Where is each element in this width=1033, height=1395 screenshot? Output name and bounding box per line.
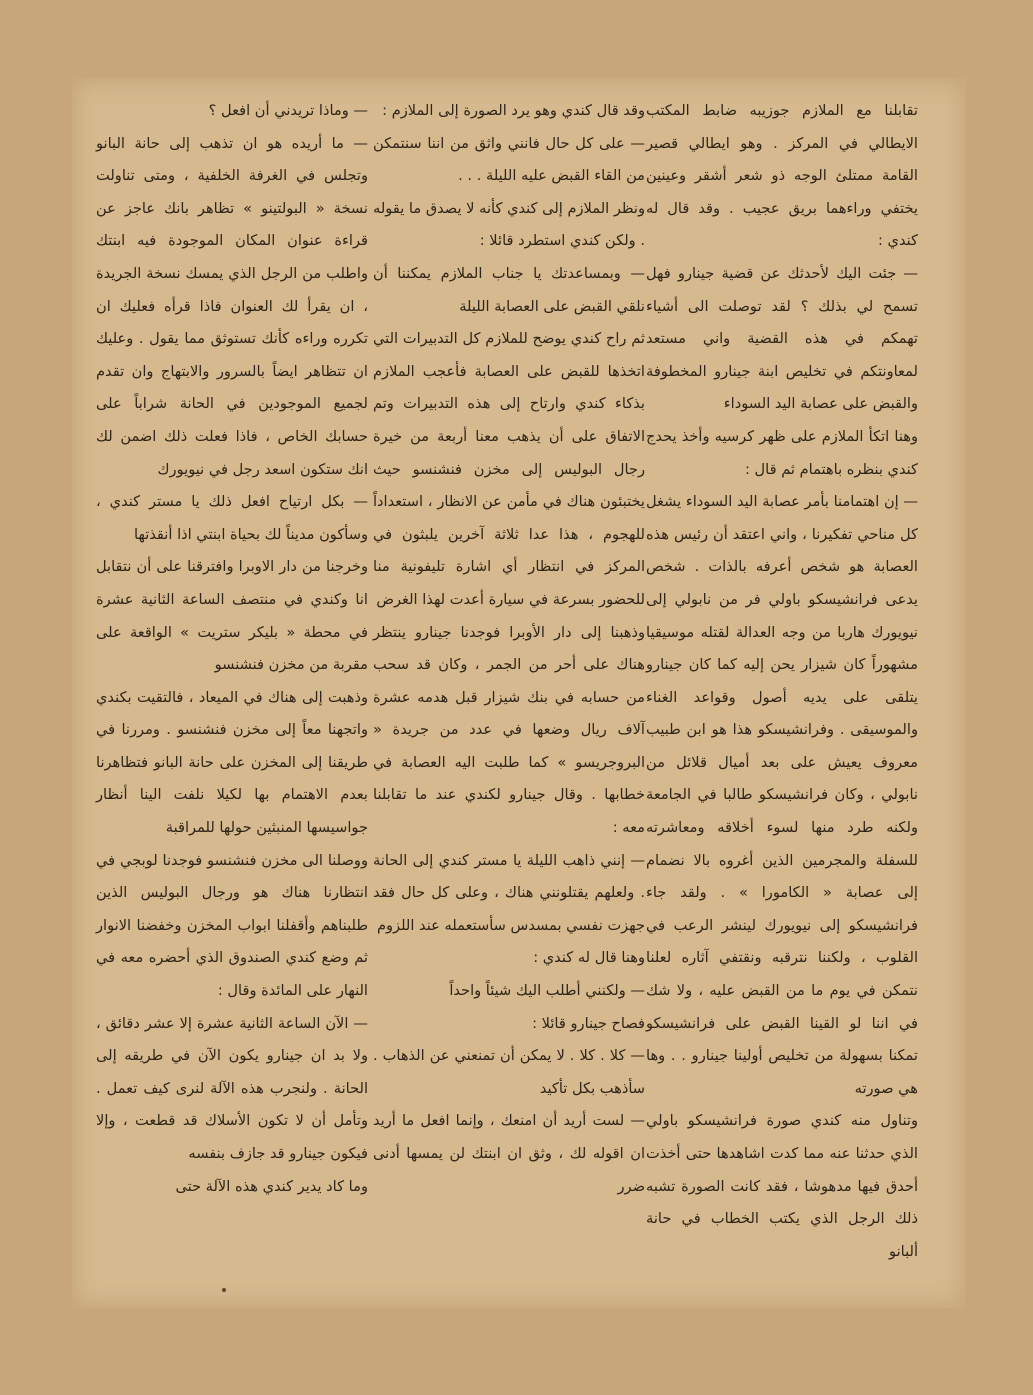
paragraph: وهنا اتكأ الملازم على ظهر كرسيه وأخذ يحدج كندي بنظره باهتمام ثم قال : bbox=[646, 427, 918, 478]
paragraph: وقد قال كندي وهو يرد الصورة إلى الملازم : bbox=[382, 102, 645, 119]
paragraph: — جئت اليك لأحدثك عن قضية جينارو فهل تسمح لي بذلك ؟ لقد توصلت الى أشياء تهمكم في هذه القضية واني مستعد لمعاونتكم في تخليص ابنة جينارو المخطوفة والقبض على عصابة اليد السوداء bbox=[646, 264, 918, 413]
paragraph: — إنني ذاهب الليلة يا مستر كندي إلى الحانة . ولعلهم يقتلونني هناك ، وعلى كل حال فقد جهزت نفسي بمسدس سأستعمله عند اللزوم bbox=[373, 851, 645, 934]
paragraph: وما كاد يدير كندي هذه الآلة حتى bbox=[175, 1177, 368, 1195]
paragraph: تقابلنا مع الملازم جوزيبه ضابط المكتب الايطالي في المركز . وهو ايطالي قصير القامة ممتلئ الوجه ذو شعر أشقر وعينين يختفي وراءهما بريق عجيب . وقد قال له كندي : bbox=[646, 102, 918, 250]
paragraph: — وماذا تريدني أن افعل ؟ bbox=[208, 102, 368, 119]
paragraph: — لست أريد أن امنعك ، وإنما افعل ما أريد ان اقوله لك ، وثق ان ابنتك لن يمسها أدنى ضرر bbox=[373, 1112, 645, 1195]
paragraph: — ما أريده هو ان تذهب إلى حانة البانو وتجلس في الغرفة الخلفية ، ومتى تناولت نسخة « البولتينو » تظاهر بانك عاجز عن قراءة عنوان المكان الموجودة فيه ابنتك واطلب من الرجل الذي يمسك نسخة الجريدة ، ان يقرأ لك العنوان فاذا قرأه فعليك ان تكرره وراءه كأنك تستوثق مما يقول . وعليك ان تتظاهر ايضاً بالسرور والابتهاج وان تقدم لجميع الموجودين في الحانة شراباً على حسابك الخاص ، فاذا فعلت ذلك اضمن لك انك ستكون اسعد رجل في نيويورك bbox=[96, 134, 368, 478]
paragraph: — على كل حال فانني واثق من اننا سنتمكن من القاء القبض عليه الليلة . . . bbox=[373, 134, 645, 185]
paragraph: وذهبنا إلى دار الأوبرا فوجدنا جينارو ينتظر هناك على أحر من الجمر ، وكان قد سحب من حسابه في بنك شيزار قبل هدمه عشرة آلاف ريال وضعها في عدد من جريدة « البروجريسو » كما طلبت اليه العصابة في خطابها . وقال جينارو لكندي عند ما تقابلنا معه : bbox=[373, 623, 645, 837]
paragraph: — بكل ارتياح افعل ذلك يا مستر كندي ، وسأكون مديناً لك بحياة ابنتي اذا أنقذتها bbox=[96, 493, 368, 543]
paragraph: ثم راح كندي يوضح للملازم كل التدبيرات التي اتخذها للقبض على العصابة فأعجب الملازم بذكاء كندي وارتاح إلى هذه التدبيرات وتم الاتفاق على أن يذهب معنا أربعة من خيرة رجال البوليس إلى مخزن فنشنسو حيث يختبئون هناك في مأمن عن الانظار ، استعداداً للهجوم ، هذا عدا ثلاثة آخرين يلبثون في المركز في انتظار أي اشارة تليفونية منا للحضور بسرعة في سيارة أعدت لهذا الغرض bbox=[373, 330, 645, 608]
text-column-middle bbox=[373, 95, 645, 1203]
paragraph: — الآن الساعة الثانية عشرة إلا عشر دقائق ، ولا بد ان جينارو يكون الآن في طريقه إلى الحانة . ولنجرب هذه الآلة لنرى كيف تعمل . وتأمل أن لا تكون الأسلاك قد قطعت ، وإلا فيكون جينارو قد جازف بنفسه bbox=[96, 1014, 368, 1162]
paragraph: وتناول منه كندي صورة فرانشيسكو باولي الذي حدثنا عنه مما كدت اشاهدها حتى أخذت أحدق فيها مدهوشا ، فقد كانت الصورة تشبه ذلك الرجل الذي يكتب الخطاب في حانة ألبانو bbox=[646, 1112, 918, 1260]
paragraph: — كلا . كلا . لا يمكن أن تمنعني عن الذهاب . سأذهب بكل تأكيد bbox=[373, 1047, 645, 1097]
paragraph: وهنا قال له كندي : bbox=[533, 949, 645, 967]
ink-dot bbox=[222, 1288, 226, 1292]
paragraph: — ولكنني أطلب اليك شيئاً واحداً bbox=[449, 982, 645, 1000]
paragraph: وخرجنا من دار الاوبرا وافترقنا على أن نتقابل انا وكندي في منتصف الساعة الثانية عشرة في محطة « بليكر ستريت » الواقعة على مقربة من مخزن فنشنسو bbox=[96, 558, 368, 674]
paragraph: ونظر الملازم إلى كندي كأنه لا يصدق ما يقوله . ولكن كندي استطرد قائلا : bbox=[373, 199, 645, 250]
paragraph: ووصلنا الى مخزن فنشنسو فوجدنا لوبجي في انتظارنا هناك هو ورجال البوليس الذين طلبناهم وأقفلنا ابواب المخزن وخفضنا الانوار ثم وضع كندي الصندوق الذي أحضره معه في النهار على المائدة وقال : bbox=[96, 851, 368, 1000]
paragraph: — وبمساعدتك يا جناب الملازم يمكننا أن نلقي القبض على العصابة الليلة bbox=[373, 264, 645, 315]
text-column-right bbox=[646, 95, 918, 1268]
paragraph: فصاح جينارو قائلا : bbox=[532, 1014, 645, 1032]
paragraph: وذهبت إلى هناك في الميعاد ، فالتقيت بكندي واتجهنا معاً إلى مخزن فنشنسو . ومررنا في طريقنا إلى المخزن على حانة البانو فتظاهرنا بعدم الاهتمام بها لكيلا نلفت الينا أنظار جواسيسها المنبثين حولها للمراقبة bbox=[96, 688, 368, 837]
text-column-left bbox=[96, 95, 368, 1203]
paragraph: — إن اهتمامنا بأمر عصابة اليد السوداء يشغل كل مناحي تفكيرنا ، واني اعتقد أن رئيس هذه العصابة هو شخص أعرفه بالذات . شخص يدعى فرانشيسكو باولي فر من نابولي إلى نيويورك هاربا من وجه العدالة لقتله موسيقيا مشهوراً كان شيزار يحن إليه كما كان جينارو يتلقى على يديه أصول وقواعد الغناء والموسيقى . وفرانشيسكو هذا هو ابن طبيب معروف يعيش على بعد أميال قلائل من نابولي ، وكان فرانشيسكو طالبا في الجامعة ولكنه طرد منها لسوء أخلاقه ومعاشرته للسفلة والمجرمين الذين أغروه بالا نضمام إلى عصابة « الكامورا » . ولقد جاء فرانشيسكو إلى نيويورك لينشر الرعب في القلوب ، ولكننا نترقبه ونقتفي آثاره لعلنا نتمكن في يوم ما من القبض عليه ، ولا شك في اننا لو القينا القبض على فرانشيسكو تمكنا بسهولة من تخليص أولينا جينارو . . وها هي صورته bbox=[646, 493, 918, 1097]
